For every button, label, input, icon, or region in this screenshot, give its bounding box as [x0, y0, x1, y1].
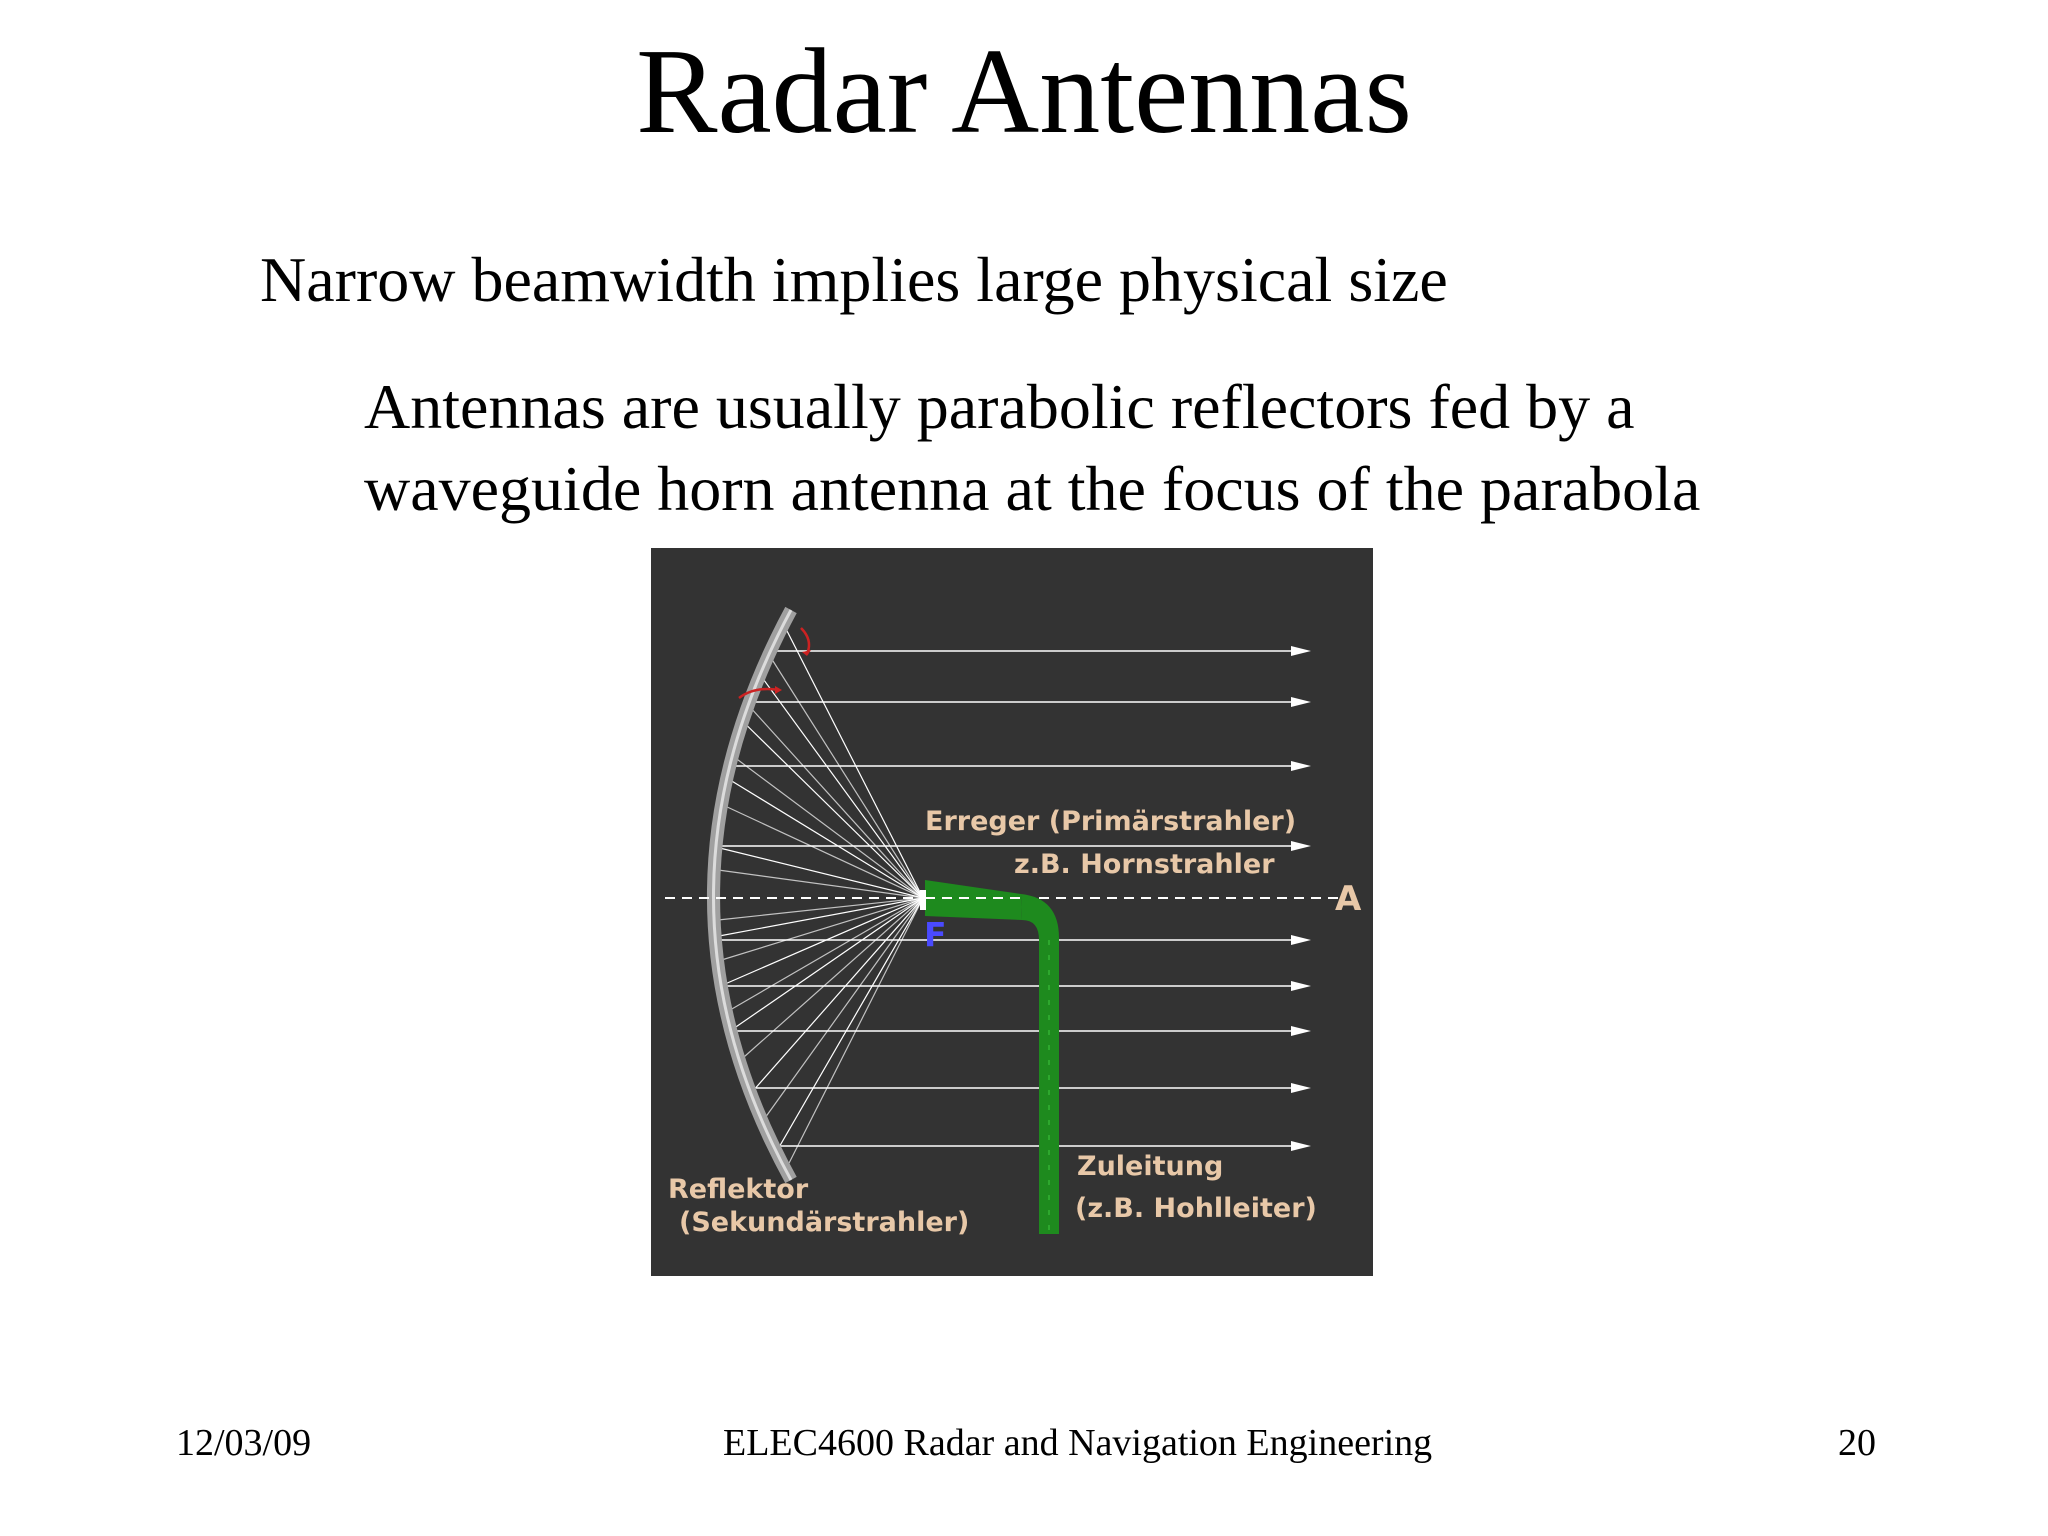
feedline-label-1: Zuleitung — [1077, 1151, 1224, 1182]
bullet-line-1: Antennas are usually parabolic reflectors fed by a — [364, 371, 1635, 442]
focus-label: F — [924, 915, 947, 954]
focus-marker — [920, 890, 926, 910]
slide-title: Radar Antennas — [636, 24, 1412, 159]
axis-label: A — [1335, 879, 1362, 919]
antenna-svg — [651, 548, 1373, 1276]
reflector-label-1: Reflektor — [668, 1174, 809, 1205]
feed-label-2: z.B. Hornstrahler — [1014, 849, 1275, 880]
bullet-parabolic-reflectors — [364, 366, 1864, 530]
footer-course-title: ELEC4600 Radar and Navigation Engineering — [723, 1422, 1433, 1464]
footer-page-number: 20 — [1838, 1422, 1876, 1464]
reflector-label-2: (Sekundärstrahler) — [679, 1207, 970, 1238]
footer-date: 12/03/09 — [176, 1422, 312, 1464]
parabolic-antenna-diagram — [651, 548, 1373, 1276]
feedline-label-2: (z.B. Hohlleiter) — [1075, 1193, 1317, 1224]
bullet-line-2: waveguide horn antenna at the focus of the parabola — [364, 453, 1701, 524]
feed-label-1: Erreger (Primärstrahler) — [925, 806, 1297, 837]
bullet-narrow-beamwidth: Narrow beamwidth implies large physical size — [260, 244, 1448, 315]
